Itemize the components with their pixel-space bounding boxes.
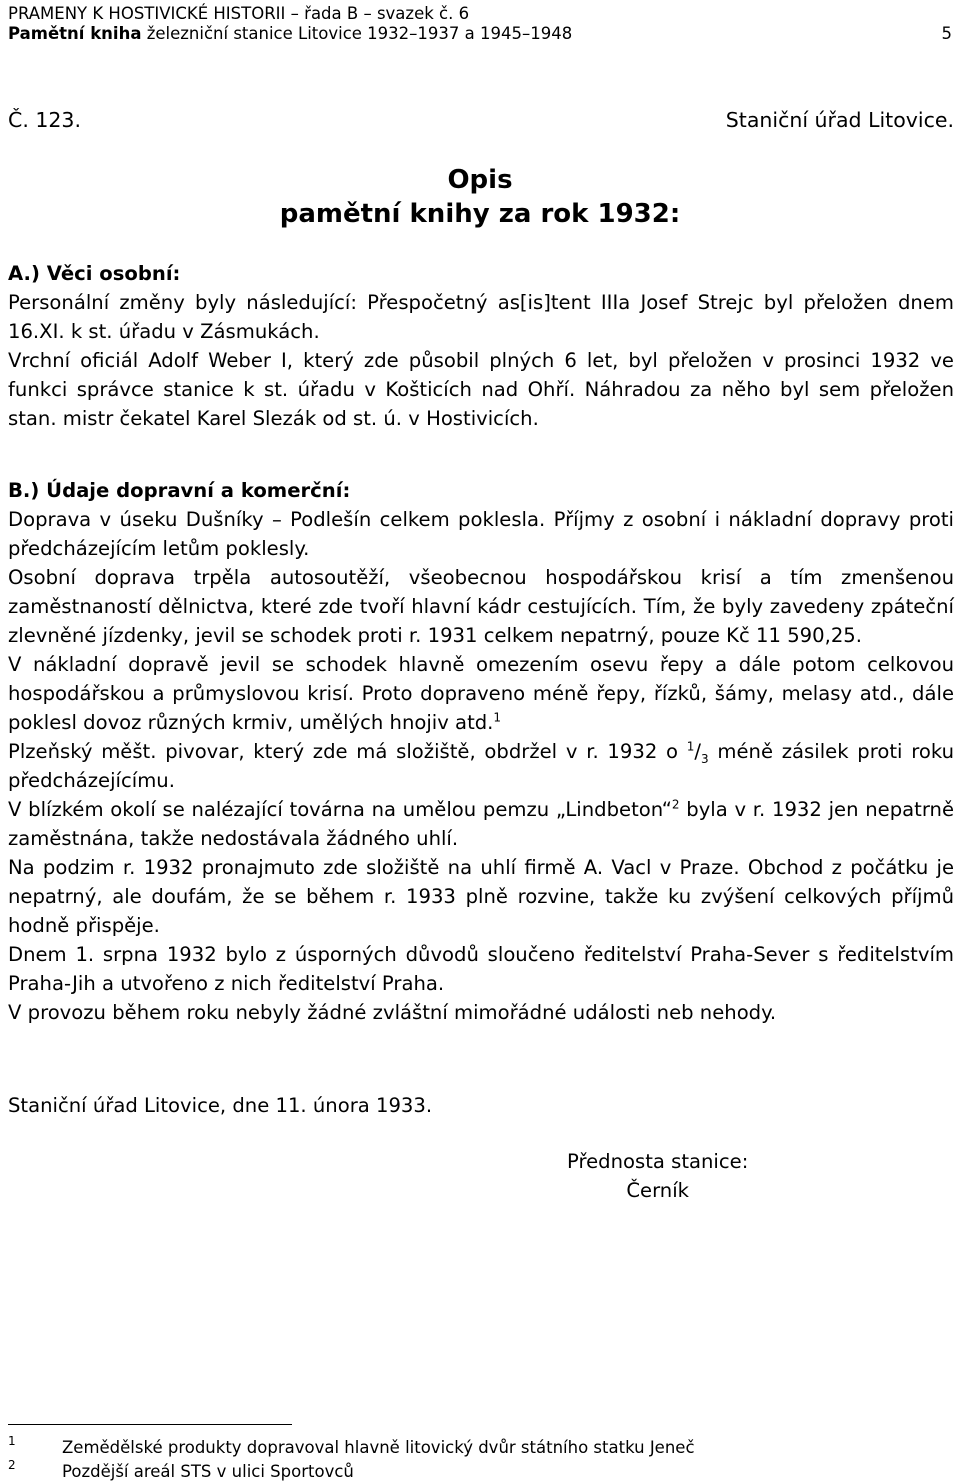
office-name: Staniční úřad Litovice. [725,108,954,132]
footnote-divider [8,1424,292,1425]
section-traffic [8,476,954,1027]
signature-block [567,1147,748,1205]
section-personal [8,259,954,433]
footnote-mark: 1 [8,1434,16,1448]
footnote-ref: 1 [493,710,502,725]
paragraph: Na podzim r. 1932 pronajmuto zde složiště na uhlí firmě A. Vacl v Praze. Obchod z počátku je nepatrný, ale doufám, že se během r. 1933 plně rozvine, takže ku zvýšení celkových příjmů hodně přispěje. [8,856,954,937]
paragraph: V provozu během roku nebyly žádné zvláštní mimořádné události neb nehody. [8,1001,777,1024]
fraction-denominator: 3 [701,751,709,766]
place-date: Staniční úřad Litovice, dne 11. února 1933. [8,1094,433,1117]
section-a-heading: A.) Věci osobní: [8,262,181,285]
series-header: PRAMENY K HOSTIVICKÉ HISTORII – řada B – svazek č. 6 [8,4,470,23]
page-number: 5 [941,24,952,43]
fraction-numerator: 1 [686,739,695,754]
footnote-text: Pozdější areál STS v ulici Sportovců [62,1462,354,1481]
paragraph: V nákladní dopravě jevil se schodek hlavně omezením osevu řepy a dále potom celkovou hospodářskou a průmyslovou krisí. Proto dopraveno méně řepy, řízků, šámy, melasy atd., dále poklesl dovoz různých krmiv, umělých hnojiv atd.$^1$ [8,653,954,734]
reference-number: Č. 123. [8,108,81,132]
document-subtitle: pamětní knihy za rok 1932: [279,199,681,229]
paragraph: Dnem 1. srpna 1932 bylo z úsporných důvodů sloučeno ředitelství Praha-Sever s ředitelstvím Praha-Jih a utvořeno z nich ředitelství Praha. [8,943,954,995]
reference-line [8,107,954,133]
signer-name: Černík [626,1179,689,1202]
fraction-slash: / [694,740,702,763]
paragraph: Personální změny byly následující: Přespočetný as[is]tent IIIa Josef Strejc byl přeložen dnem 16.XI. k st. úřadu v Zásmukách. [8,291,954,343]
book-header [8,24,952,44]
paragraph: Doprava v úseku Dušníky – Podlešín celkem poklesla. Příjmy z osobní i nákladní dopravy proti předcházejícím letům poklesly. [8,508,954,560]
book-title-rest: železniční stanice Litovice 1932–1937 a 1945–1948 [141,24,573,43]
document-title: Opis [447,165,513,195]
signer-role: Přednosta stanice: [567,1150,749,1173]
paragraph: V blízkém okolí se nalézající továrna na umělou pemzu „Lindbeton“$^2$ byla v r. 1932 jen nepatrně zaměstnána, takže nedostávala žádného uhlí. [8,797,955,850]
paragraph: Plzeňský měšt. pivovar, který zde má složiště, obdržel v r. 1932 o $^1/_3$ méně zásilek proti roku předcházejícímu. [8,739,954,792]
paragraph: Osobní doprava trpěla autosoutěží, všeobecnou hospodářskou krisí a tím zmenšenou zaměstnaností dělnictva, které zde tvoří hlavní kádr cestujících. Tím, že byly zavedeny zpáteční zlevněné jízdenky, jevil se schodek proti r. 1931 celkem nepatrný, pouze Kč 11 590,25. [8,566,954,647]
section-b-heading: B.) Údaje dopravní a komerční: [8,479,351,502]
footnote-mark: 2 [8,1458,16,1472]
paragraph: Vrchní oficiál Adolf Weber I, který zde působil plných 6 let, byl přeložen v prosinci 1932 ve funkci správce stanice k st. úřadu v Košticích nad Ohří. Náhradou za něho byl sem přeložen stan. mistr čekatel Karel Slezák od st. ú. v Hostivicích. [8,349,954,430]
footnote-ref: 2 [671,797,680,812]
footnote-text: Zemědělské produkty dopravoval hlavně litovický dvůr státního statku Jeneč [62,1438,695,1457]
book-title-bold: Pamětní kniha [8,24,142,43]
